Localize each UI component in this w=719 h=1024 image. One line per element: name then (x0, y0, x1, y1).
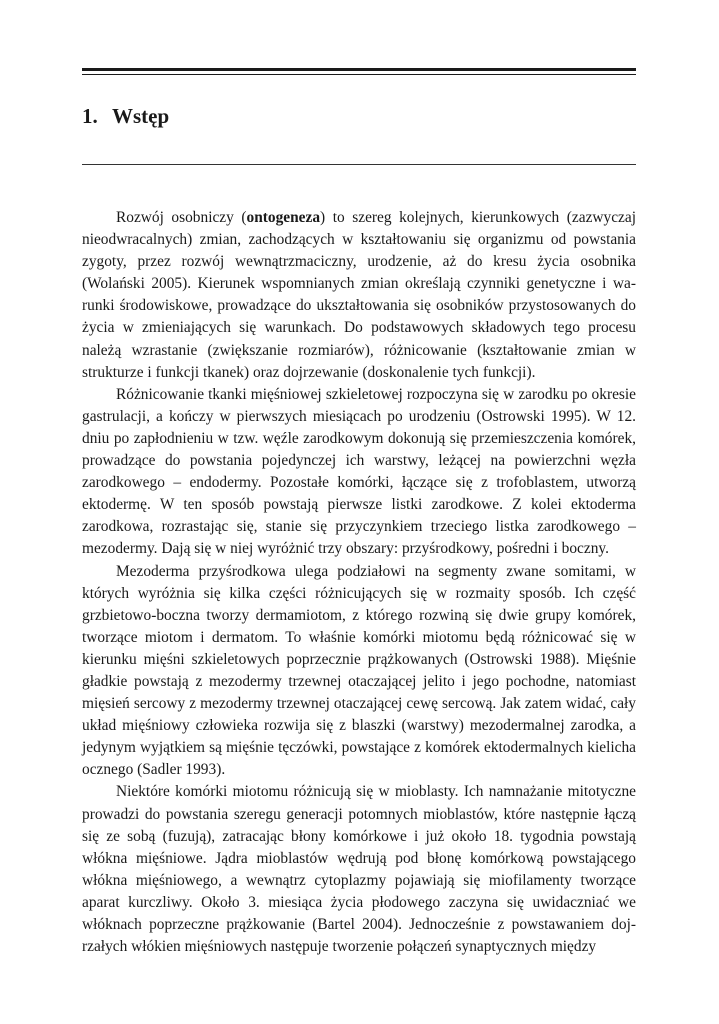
paragraph-1 (82, 207, 636, 384)
paragraph-4: Niektóre komórki miotomu różnicują się w mioblasty. Ich namnażanie mitotyczne prowadzi do powstania szeregu generacji potomnych mioblastów, które następnie łączą się ze sobą (fuzują), zatracając błony komórkowe i już około 18. tygodnia powstają włókna mięśniowe. Jądra mioblastów wędrują pod błonę komórkową powstającego włókna mięśniowego, a wewnątrz cytoplazmy pojawiają się miofilamenty tworzące aparat kurczliwy. Około 3. miesiąca życia płodowego zaczyna się uwidaczniać we włóknach poprzeczne prążkowanie (Bartel 2004). Jednocześnie z powstawaniem dojrzałych włókien mięśniowych następuje tworzenie połączeń synaptycznych między (82, 783, 636, 956)
paragraph-3: Mezoderma przyśrodkowa ulega podziałowi na segmenty zwane somitami, w których wyróżnia się kilka części różnicujących się w rozmaity sposób. Ich część grzbietowo-boczna tworzy dermamiotom, z którego rozwiną się dwie grupy komórek, tworzące miotom i dermatom. To właśnie komórki miotomu będą różnicować się w kierunku mięśni szkieletowych poprzecznie prążkowanych (Ostrowski 1988). Mięśnie gładkie powstają z mezodermy trzewnej otaczającej jelito i jego pochodne, natomiast mięsień sercowy z mezodermy trzewnej otaczającej cewę sercową. Jak zatem widać, cały układ mięśniowy człowieka rozwija się z blaszki (warstwy) mezodermalnej zarodka, a jedynym wyjątkiem są mięśnie tęczówki, powstające z komórek ektodermalnych kielicha ocznego (Sadler 1993). (82, 562, 636, 779)
chapter-heading (82, 101, 169, 131)
paragraph-1-lead: Rozwój osobniczy ( (116, 209, 247, 226)
header-rule-thick (82, 68, 636, 71)
chapter-number: 1. (82, 104, 98, 128)
paragraph-2: Różnicowanie tkanki mięśniowej szkieletowej rozpoczyna się w zarodku po okresie gastrulacji, a kończy w pierwszych miesiącach po urodzeniu (Ostrowski 1995). W 12. dniu po zapłodnieniu w tzw. węźle zarodkowym dokonują się przemieszczenia komórek, prowadzące do powstania pojedynczej ich warstwy, leżącej na powierzchni węzła zarodkowego – endodermy. Pozostałe komórki, łączące się z trofoblastem, utworzą ektodermę. W ten sposób powstają pierwsze listki zarodkowe. Z kolei ektoderma zarodkowa, rozrastając się, stanie się przyczynkiem trzeciego listka zarodkowego – mezodermy. Dają się w niej wyróżnić trzy obszary: przyśrodkowy, pośredni i boczny. (82, 385, 636, 558)
term-ontogeneza: ontogeneza (246, 209, 321, 226)
chapter-title: Wstęp (112, 104, 170, 128)
paragraph-1-rest: ) to szereg kolejnych, kierunkowych (zazwyczaj nieodwracalnych) zmian, zachodzących w kształtowaniu się organizmu od powstania zygoty, przez rozwój wewnątrzmaciczny, urodzenie, aż do kresu życia osobnika (Wolański 2005). Kierunek wspomnianych zmian określają czynniki genetyczne i warunki środowiskowe, prowadzące do ukształtowania się osobników przystosowanych do życia w zmieniających się warunkach. Do podstawowych składowych tego procesu należą wzrastanie (zwiększanie rozmiarów), różnicowanie (kształtowanie zmian w strukturze i funkcji tkanek) oraz dojrzewanie (doskonalenie tych funkcji). (82, 209, 636, 381)
body-text (82, 207, 636, 958)
heading-underline-rule (82, 164, 636, 165)
header-rule-thin (82, 74, 636, 76)
